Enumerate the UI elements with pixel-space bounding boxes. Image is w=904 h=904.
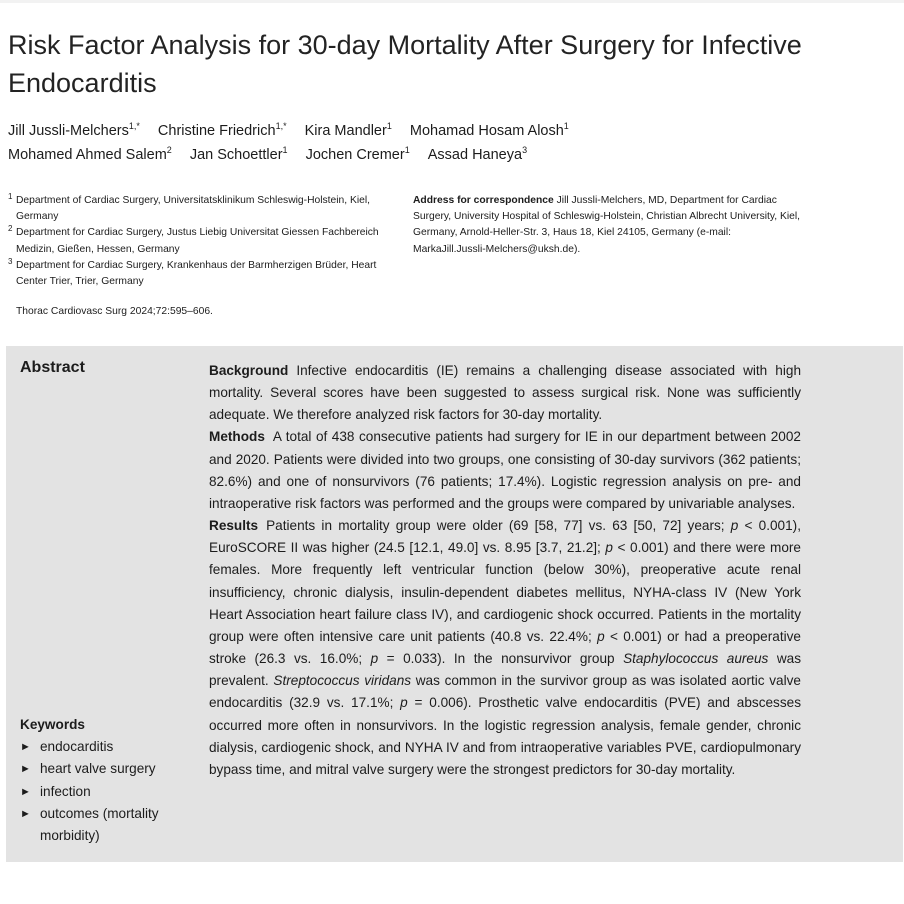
abstract-methods: Methods A total of 438 consecutive patients had surgery for IE in our department between 2002 and 2020. Patients were divided into two groups, one consisting of 30-day survivors (362 patients; 82.6%) and one of nonsurvivors (76 patients; 17.4%). Logistic regression analysis on pre- and intraoperative risk factors was performed and the groups were compared by univariable analyses. <box>209 429 801 511</box>
author[interactable]: Jill Jussli-Melchers$^{1,*}$ <box>8 121 140 139</box>
results-label: Results <box>209 518 259 534</box>
keyword-item[interactable]: ► endocarditis <box>20 736 200 759</box>
article-title: Risk Factor Analysis for 30-day Mortality After Surgery for Infective Endocarditis <box>8 30 802 98</box>
author[interactable]: Jochen Cremer$^1$ <box>305 145 410 163</box>
abstract-background: Background Infective endocarditis (IE) remains a challenging disease associated with high mortality. Several scores have been suggested to assess surgical risk. None was sufficiently adequate. We therefore analyzed risk factors for 30-day mortality. <box>209 363 801 423</box>
page-top-edge <box>0 0 904 3</box>
arrow-right-icon: ► <box>20 785 31 798</box>
author[interactable]: Mohamed Ahmed Salem$^2$ <box>8 145 172 163</box>
correspondence-label: Address for correspondence <box>413 195 554 206</box>
affiliation-item: 3 Department for Cardiac Surgery, Krankenhaus der Barmherzigen Brüder, Heart Center Trier, Trier, Germany <box>8 256 377 288</box>
author[interactable]: Jan Schoettler$^1$ <box>189 145 288 163</box>
abstract-results: Results Patients in mortality group were older (69 [58, 77] vs. 63 [50, 72] years; p < 0.001), EuroSCORE II was higher (24.5 [12.1, 49.0] vs. 8.95 [3.7, 21.2]; p < 0.001) and there were more females. More frequently left ventricular function (below 30%), preoperative acute renal insufficiency, chronic dialysis, insulin-dependent diabetes mellitus, NYHA-class IV (New York Heart Association heart failure class IV), and cardiogenic shock occurred. Patients in the mortality group were often intensive care unit patients (40.8 vs. 22.4%; p < 0.001) or had a preoperative stroke (26.3 vs. 16.0%; p = 0.033). In the nonsurvivor group Staphylococcus aureus was prevalent. Streptococcus viridans was common in the survivor group as was isolated aortic valve endocarditis (32.9 vs. 17.1%; p = 0.006). Prosthetic valve endocarditis (PVE) and abscesses occurred more often in nonsurvivors. In the logistic regression analysis, female gender, chronic dialysis, cardiogenic shock, and NYHA IV and from intraoperative variables PVE, cardiopulmonary bypass time, and mitral valve surgery were the strongest predictors for 30-day mortality. <box>209 518 801 777</box>
keywords <box>20 714 200 846</box>
background-label: Background <box>209 363 289 378</box>
journal-reference: Thorac Cardiovasc Surg 2024;72:595–606. <box>16 306 213 318</box>
arrow-right-icon: ► <box>20 740 31 753</box>
correspondence-text[interactable]: Jill Jussli-Melchers, MD, Department for Cardiac Surgery, University Hospital of Schleswig-Holstein, Christian Albrecht University, Kiel, Germany, Arnold-Heller-Str. 3, Haus 18, Kiel 24105, Germany (e-mail: MarkaJill.Jussli-Melchers@uksh.de). <box>413 195 801 255</box>
keyword-item[interactable]: ► outcomes (mortality morbidity) <box>20 803 200 846</box>
abstract-text <box>209 360 801 781</box>
abstract-box <box>6 346 903 862</box>
author[interactable]: Assad Haneya$^3$ <box>427 145 528 163</box>
methods-label: Methods <box>209 429 265 445</box>
affiliation-item: 1 Department of Cardiac Surgery, Universitatsklinikum Schleswig-Holstein, Kiel, Germany <box>8 192 371 223</box>
abstract-heading: Abstract <box>20 359 85 376</box>
author[interactable]: Kira Mandler$^1$ <box>304 121 392 139</box>
arrow-right-icon: ► <box>20 763 31 775</box>
keyword-item[interactable]: ► infection <box>20 781 200 804</box>
arrow-right-icon: ► <box>20 808 31 820</box>
keywords-heading: Keywords <box>20 717 85 732</box>
correspondence-address <box>413 193 805 258</box>
author[interactable]: Christine Friedrich$^{1,*}$ <box>157 121 287 139</box>
author-list <box>8 119 888 167</box>
keyword-item[interactable]: ► heart valve surgery <box>20 758 200 781</box>
author[interactable]: Mohamad Hosam Alosh$^1$ <box>409 121 569 139</box>
affiliations <box>8 193 400 320</box>
affiliation-item: 2 Department for Cardiac Surgery, Justus Liebig Universitat Giessen Fachbereich Medizin, Gießen, Hessen, Germany <box>8 224 379 255</box>
